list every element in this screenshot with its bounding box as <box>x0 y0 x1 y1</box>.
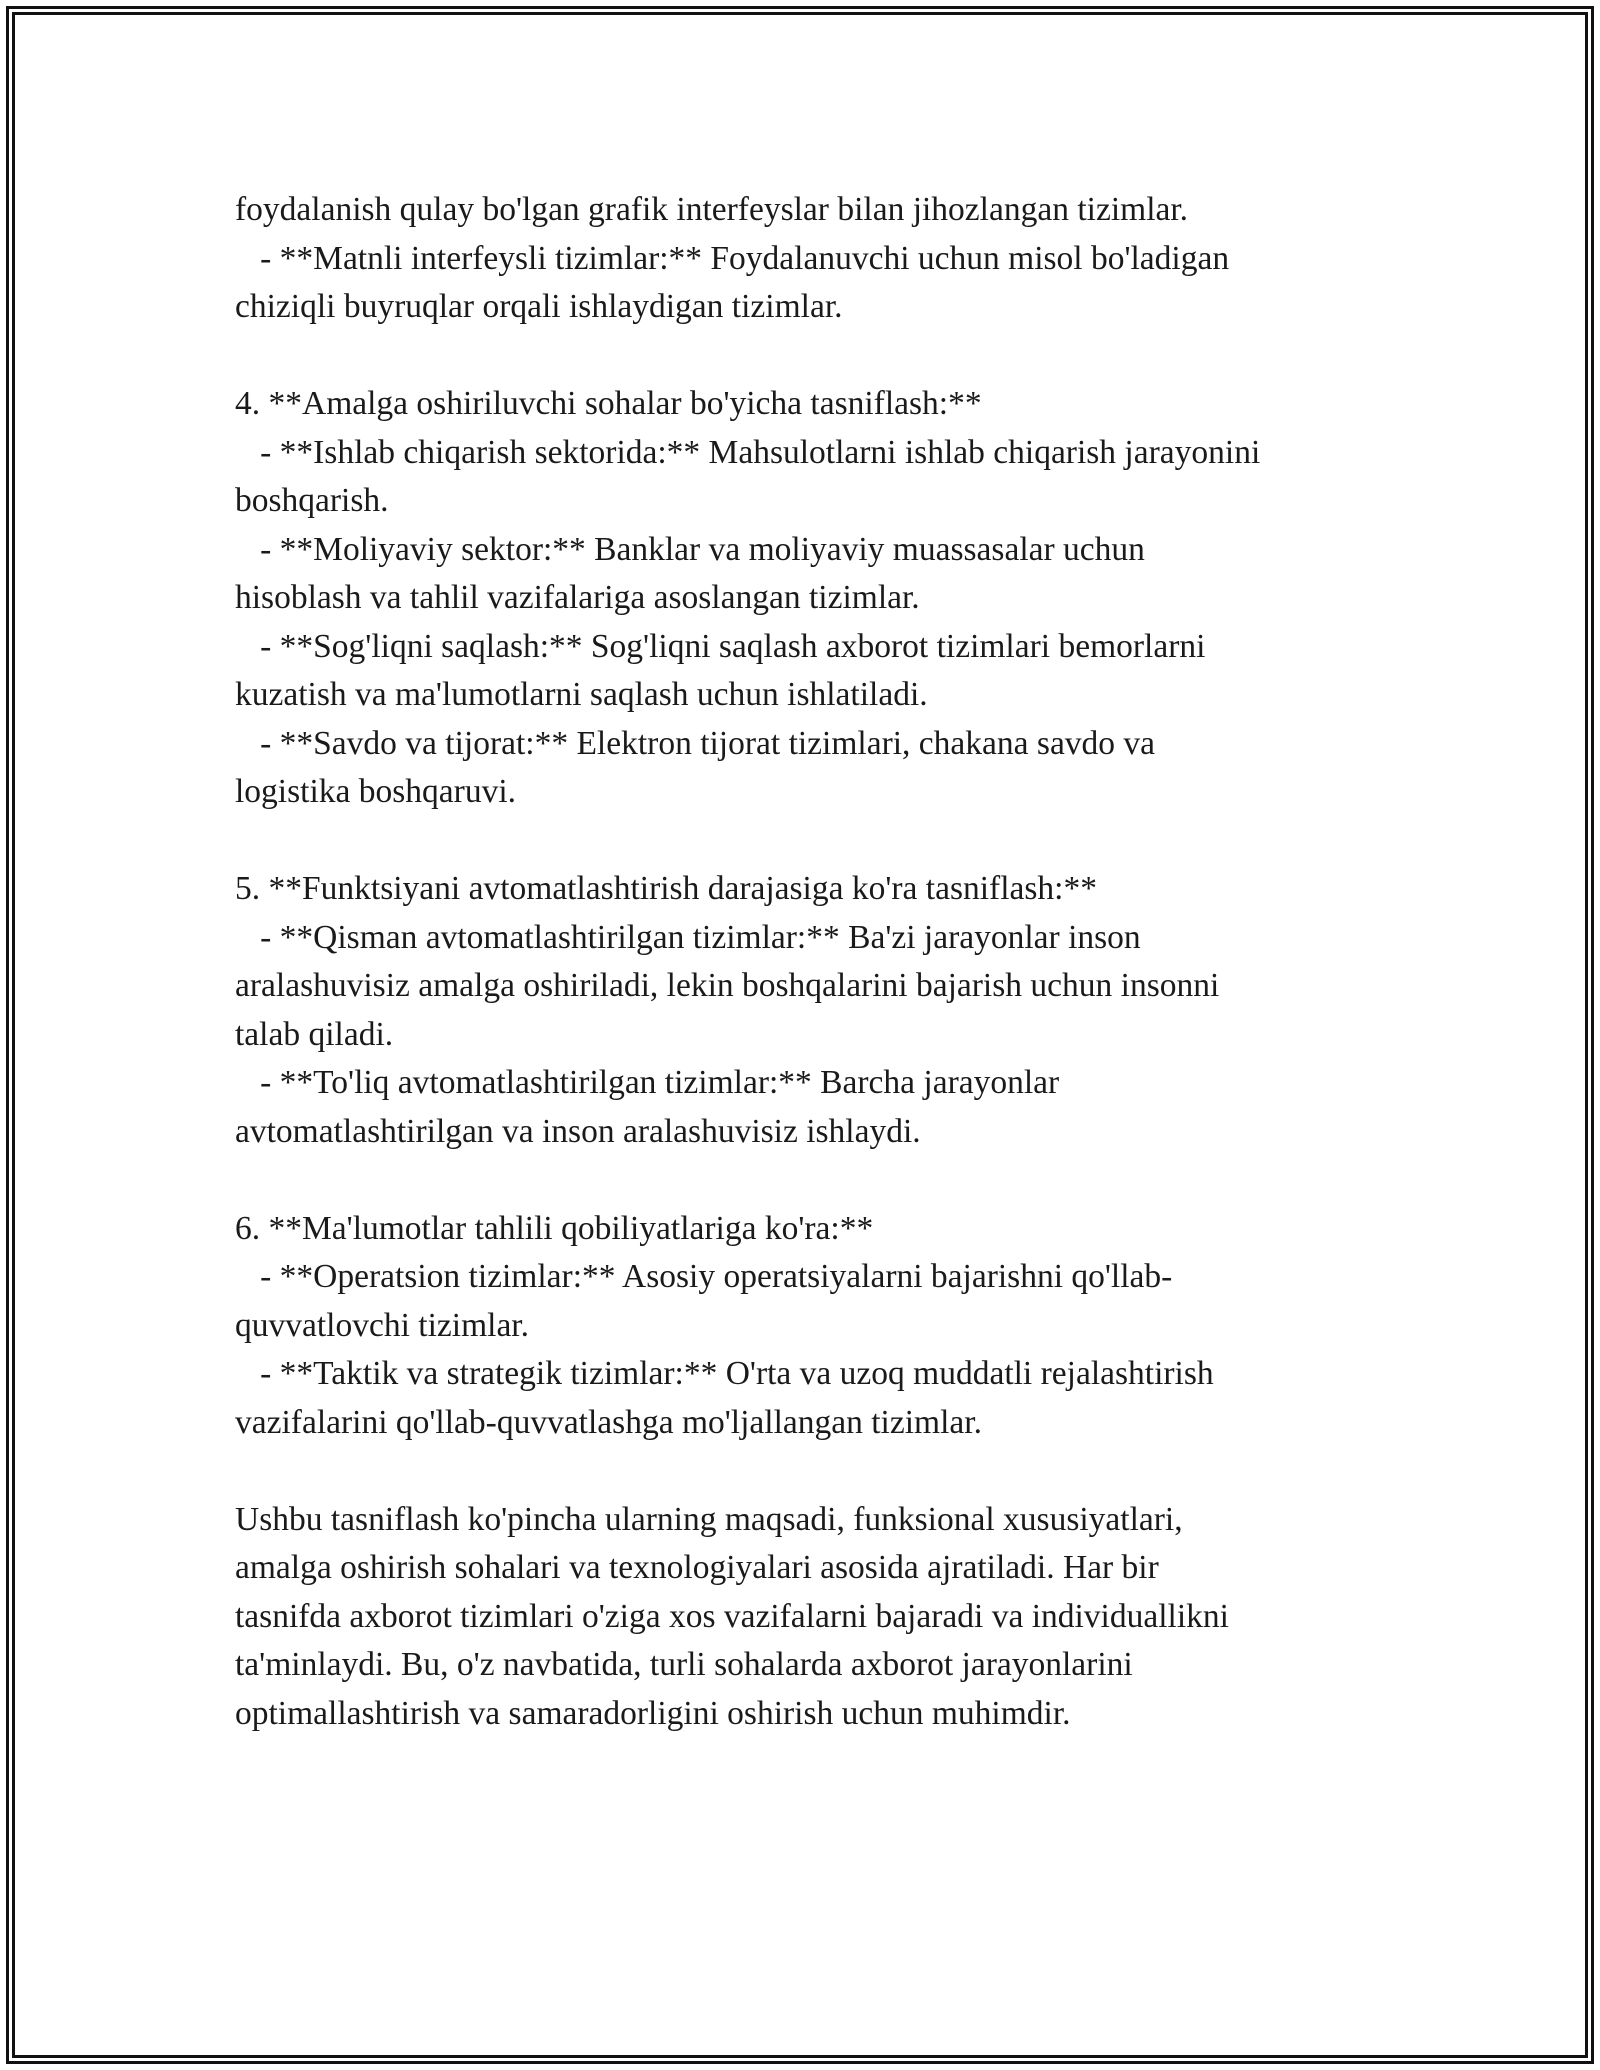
text-line: chiziqli buyruqlar orqali ishlaydigan tizimlar. <box>235 288 843 325</box>
summary-paragraph-line: ta'minlaydi. Bu, o'z navbatida, turli sohalarda axborot jarayonlarini <box>235 1646 1133 1683</box>
section-heading-6: 6. **Ma'lumotlar tahlili qobiliyatlariga ko'ra:** <box>235 1209 874 1247</box>
text-line: boshqarish. <box>235 482 389 519</box>
text-line: talab qiladi. <box>235 1015 394 1053</box>
document-body <box>235 186 1365 1738</box>
text-line: hisoblash va tahlil vazifalariga asoslangan tizimlar. <box>235 579 920 616</box>
text-line: logistika boshqaruvi. <box>235 773 517 810</box>
summary-paragraph-line: amalga oshirish sohalari va texnologiyalari asosida ajratiladi. Har bir <box>235 1549 1159 1586</box>
text-line: - **Moliyaviy sektor:** Banklar va moliyaviy muassasalar uchun <box>235 530 1145 568</box>
text-line: - **To'liq avtomatlashtirilgan tizimlar:** Barcha jarayonlar <box>235 1064 1060 1101</box>
summary-paragraph-line: optimallashtirish va samaradorligini oshirish uchun muhimdir. <box>235 1694 1071 1732</box>
text-line: foydalanish qulay bo'lgan grafik interfeyslar bilan jihozlangan tizimlar. <box>235 191 1189 228</box>
text-line: quvvatlovchi tizimlar. <box>235 1306 529 1344</box>
blank-line <box>235 332 1365 381</box>
text-line: - **Savdo va tijorat:** Elektron tijorat tizimlari, chakana savdo va <box>235 724 1156 762</box>
text-line: kuzatish va ma'lumotlarni saqlash uchun ishlatiladi. <box>235 676 928 713</box>
text-line: - **Sog'liqni saqlash:** Sog'liqni saqlash axborot tizimlari bemorlarni <box>235 627 1206 665</box>
text-line: - **Operatsion tizimlar:** Asosiy operatsiyalarni bajarishni qo'llab- <box>235 1258 1173 1295</box>
text-line: - **Matnli interfeysli tizimlar:** Foydalanuvchi uchun misol bo'ladigan <box>235 239 1230 277</box>
text-line: aralashuvisiz amalga oshiriladi, lekin boshqalarini bajarish uchun insonni <box>235 967 1220 1004</box>
text-line: - **Qisman avtomatlashtirilgan tizimlar:** Ba'zi jarayonlar inson <box>235 918 1141 956</box>
text-line: - **Taktik va strategik tizimlar:** O'rta va uzoq muddatli rejalashtirish <box>235 1355 1214 1392</box>
text-line: - **Ishlab chiqarish sektorida:** Mahsulotlarni ishlab chiqarish jarayonini <box>235 433 1261 471</box>
text-line: avtomatlashtirilgan va inson aralashuvisiz ishlaydi. <box>235 1112 921 1150</box>
blank-line <box>235 817 1365 866</box>
text-line: vazifalarini qo'llab-quvvatlashga mo'ljallangan tizimlar. <box>235 1403 982 1441</box>
summary-paragraph-line: tasnifda axborot tizimlari o'ziga xos vazifalarni bajaradi va individuallikni <box>235 1597 1229 1635</box>
blank-line <box>235 1447 1365 1496</box>
section-heading-5: 5. **Funktsiyani avtomatlashtirish darajasiga ko'ra tasniflash:** <box>235 870 1097 907</box>
blank-line <box>235 1156 1365 1205</box>
section-heading-4: 4. **Amalga oshiriluvchi sohalar bo'yicha tasniflash:** <box>235 385 982 422</box>
summary-paragraph-line: Ushbu tasniflash ko'pincha ularning maqsadi, funksional xususiyatlari, <box>235 1500 1183 1538</box>
